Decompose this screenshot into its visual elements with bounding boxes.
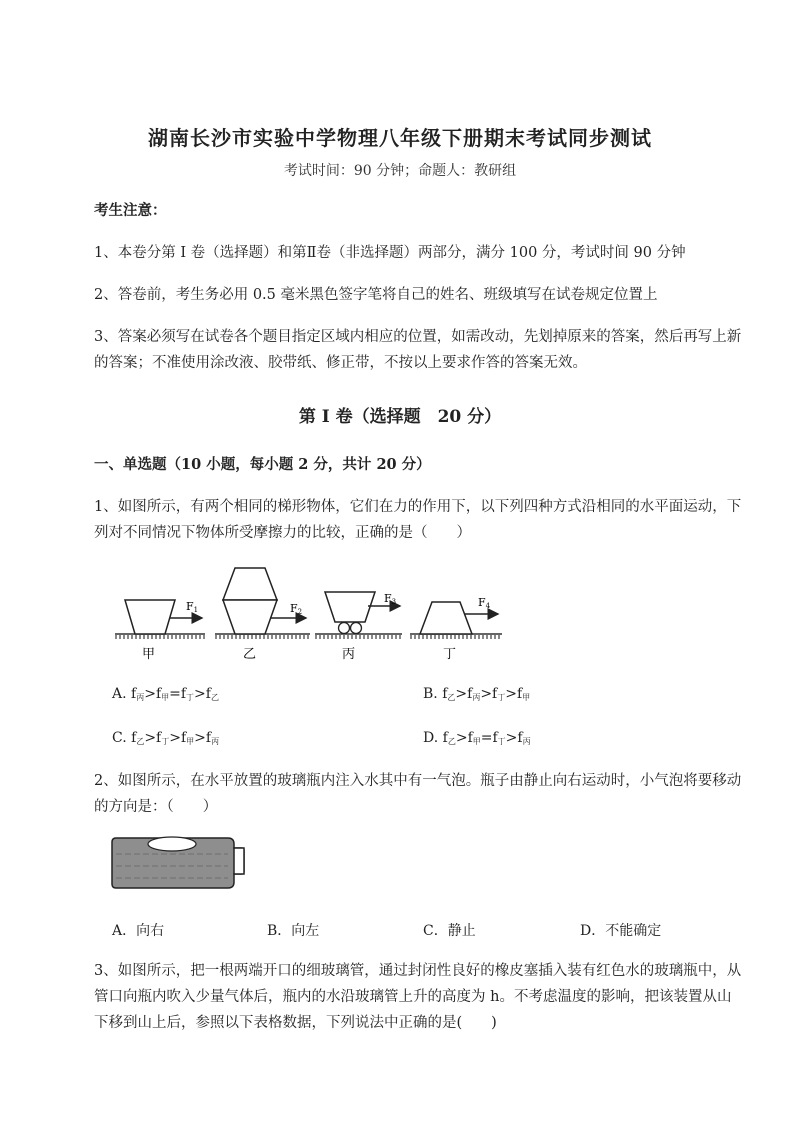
friction-subscript: 丁 — [186, 693, 195, 702]
q2-text-line2: 的方向是：（ ） — [94, 799, 218, 815]
friction-subscript: 丁 — [497, 693, 506, 702]
notice-item-1: 1、本卷分第 I 卷（选择题）和第Ⅱ卷（非选择题）两部分，满分 100 分，考试时间 90 分钟 — [94, 245, 686, 261]
notice-heading: 考生注意： — [94, 202, 167, 219]
friction-symbol: f — [205, 686, 211, 702]
page-title: 湖南长沙市实验中学物理八年级下册期末考试同步测试 — [148, 126, 652, 150]
friction-subscript: 丙 — [472, 693, 481, 702]
figure-label-yi: 乙 — [243, 647, 257, 662]
notice-item-2: 2、答卷前，考生务必用 0.5 毫米黑色签字笔将自己的姓名、班级填写在试卷规定位置上 — [94, 287, 658, 303]
friction-subscript: 乙 — [447, 737, 456, 746]
force-label-1: F1 — [186, 600, 199, 614]
friction-symbol: f — [442, 730, 448, 746]
comparison-op: = — [480, 730, 493, 746]
q1-option-d[interactable] — [423, 730, 531, 747]
q2-bottle-figure — [110, 832, 250, 894]
option-letter: B. — [423, 686, 438, 702]
notice-item-3-cont: 的答案；不准使用涂改液、胶带纸、修正带，不按以上要求作答的答案无效。 — [94, 355, 587, 371]
friction-symbol: f — [131, 730, 137, 746]
force-label-3: F3 — [384, 592, 397, 606]
friction-subscript: 丙 — [211, 737, 220, 746]
q3-text-line2: 管口向瓶内吹入少量气体后，瓶内的水沿玻璃管上升的高度为 h。不考虑温度的影响，把该装置从山 — [94, 989, 732, 1005]
bottle-cap — [234, 848, 244, 874]
friction-subscript: 乙 — [447, 693, 456, 702]
comparison-op: > — [144, 686, 156, 702]
comparison-op: > — [194, 686, 206, 702]
friction-symbol: f — [517, 730, 523, 746]
trapezoid-bing — [325, 592, 375, 622]
friction-symbol: f — [180, 730, 187, 746]
trapezoid-jia — [125, 600, 175, 634]
q2-option-d[interactable]: D．不能确定 — [580, 923, 662, 939]
q3-text-line1: 3、如图所示，把一根两端开口的细玻璃管，通过封闭性良好的橡皮塞插入装有红色水的玻璃瓶中，从 — [94, 963, 742, 979]
q2-option-a[interactable]: A．向右 — [112, 923, 165, 939]
friction-symbol: f — [492, 730, 498, 746]
friction-symbol: f — [131, 686, 137, 702]
comparison-op: > — [455, 686, 468, 702]
comparison-op: > — [505, 686, 517, 702]
q2-text-line1: 2、如图所示，在水平放置的玻璃瓶内注入水其中有一气泡。瓶子由静止向右运动时，小气泡将要移动 — [94, 773, 742, 789]
friction-symbol: f — [155, 686, 162, 702]
friction-subscript: 丙 — [522, 737, 531, 746]
friction-symbol: f — [205, 730, 212, 746]
friction-symbol: f — [492, 686, 498, 702]
figure-label-jia: 甲 — [142, 647, 156, 662]
friction-subscript: 甲 — [522, 693, 531, 702]
exam-info: 考试时间：90 分钟；命题人：教研组 — [283, 163, 517, 179]
air-bubble — [148, 837, 196, 851]
roller-right — [351, 623, 362, 634]
ground-bing — [315, 634, 402, 637]
option-letter: D. — [423, 730, 439, 746]
figure-label-bing: 丙 — [342, 647, 356, 662]
friction-symbol: f — [442, 686, 448, 702]
notice-item-3: 3、答案必须写在试卷各个题目指定区域内相应的位置，如需改动，先划掉原来的答案，然后再写上新 — [94, 329, 742, 345]
friction-symbol: f — [467, 730, 473, 746]
option-letter: A. — [112, 686, 127, 702]
friction-symbol: f — [180, 686, 187, 702]
option-letter: C. — [112, 730, 127, 746]
comparison-op: > — [169, 730, 181, 746]
q3-text-line3: 下移到山上后，参照以下表格数据，下列说法中正确的是( ) — [94, 1015, 497, 1031]
q2-option-c[interactable]: C．静止 — [423, 923, 476, 939]
figure-label-ding: 丁 — [443, 647, 457, 662]
comparison-op: > — [144, 730, 157, 746]
friction-subscript: 甲 — [161, 693, 170, 702]
comparison-op: > — [505, 730, 518, 746]
comparison-op: > — [194, 730, 206, 746]
friction-subscript: 丙 — [136, 693, 145, 702]
section-title: 第 I 卷（选择题 20 分） — [298, 407, 502, 427]
comparison-op: > — [480, 686, 493, 702]
q1-option-a[interactable] — [112, 686, 219, 703]
comparison-op: > — [455, 730, 468, 746]
friction-symbol: f — [467, 686, 473, 702]
friction-subscript: 甲 — [472, 737, 481, 746]
friction-symbol: f — [516, 686, 523, 702]
q1-option-b[interactable] — [423, 686, 530, 703]
q1-figure — [110, 558, 510, 668]
force-label-2: F2 — [290, 602, 303, 616]
q1-option-c[interactable] — [112, 730, 219, 747]
friction-subscript: 乙 — [210, 693, 219, 702]
part-heading: 一、单选题（10 小题，每小题 2 分，共计 20 分） — [94, 456, 431, 473]
friction-subscript: 甲 — [186, 737, 195, 746]
roller-left — [339, 623, 350, 634]
friction-subscript: 丁 — [161, 737, 170, 746]
trapezoid-yi-bottom — [223, 600, 277, 634]
friction-subscript: 丁 — [497, 737, 506, 746]
q2-option-b[interactable]: B．向左 — [267, 923, 320, 939]
comparison-op: = — [169, 686, 181, 702]
force-label-4: F4 — [478, 596, 491, 610]
trapezoid-ding — [420, 602, 472, 634]
q1-text-line1: 1、如图所示，有两个相同的梯形物体，它们在力的作用下，以下列四种方式沿相同的水平面运动，下 — [94, 499, 742, 515]
friction-symbol: f — [156, 730, 162, 746]
q1-text-line2: 列对不同情况下物体所受摩擦力的比较，正确的是（ ） — [94, 525, 471, 541]
trapezoid-yi-top — [223, 568, 277, 600]
friction-subscript: 乙 — [136, 737, 145, 746]
